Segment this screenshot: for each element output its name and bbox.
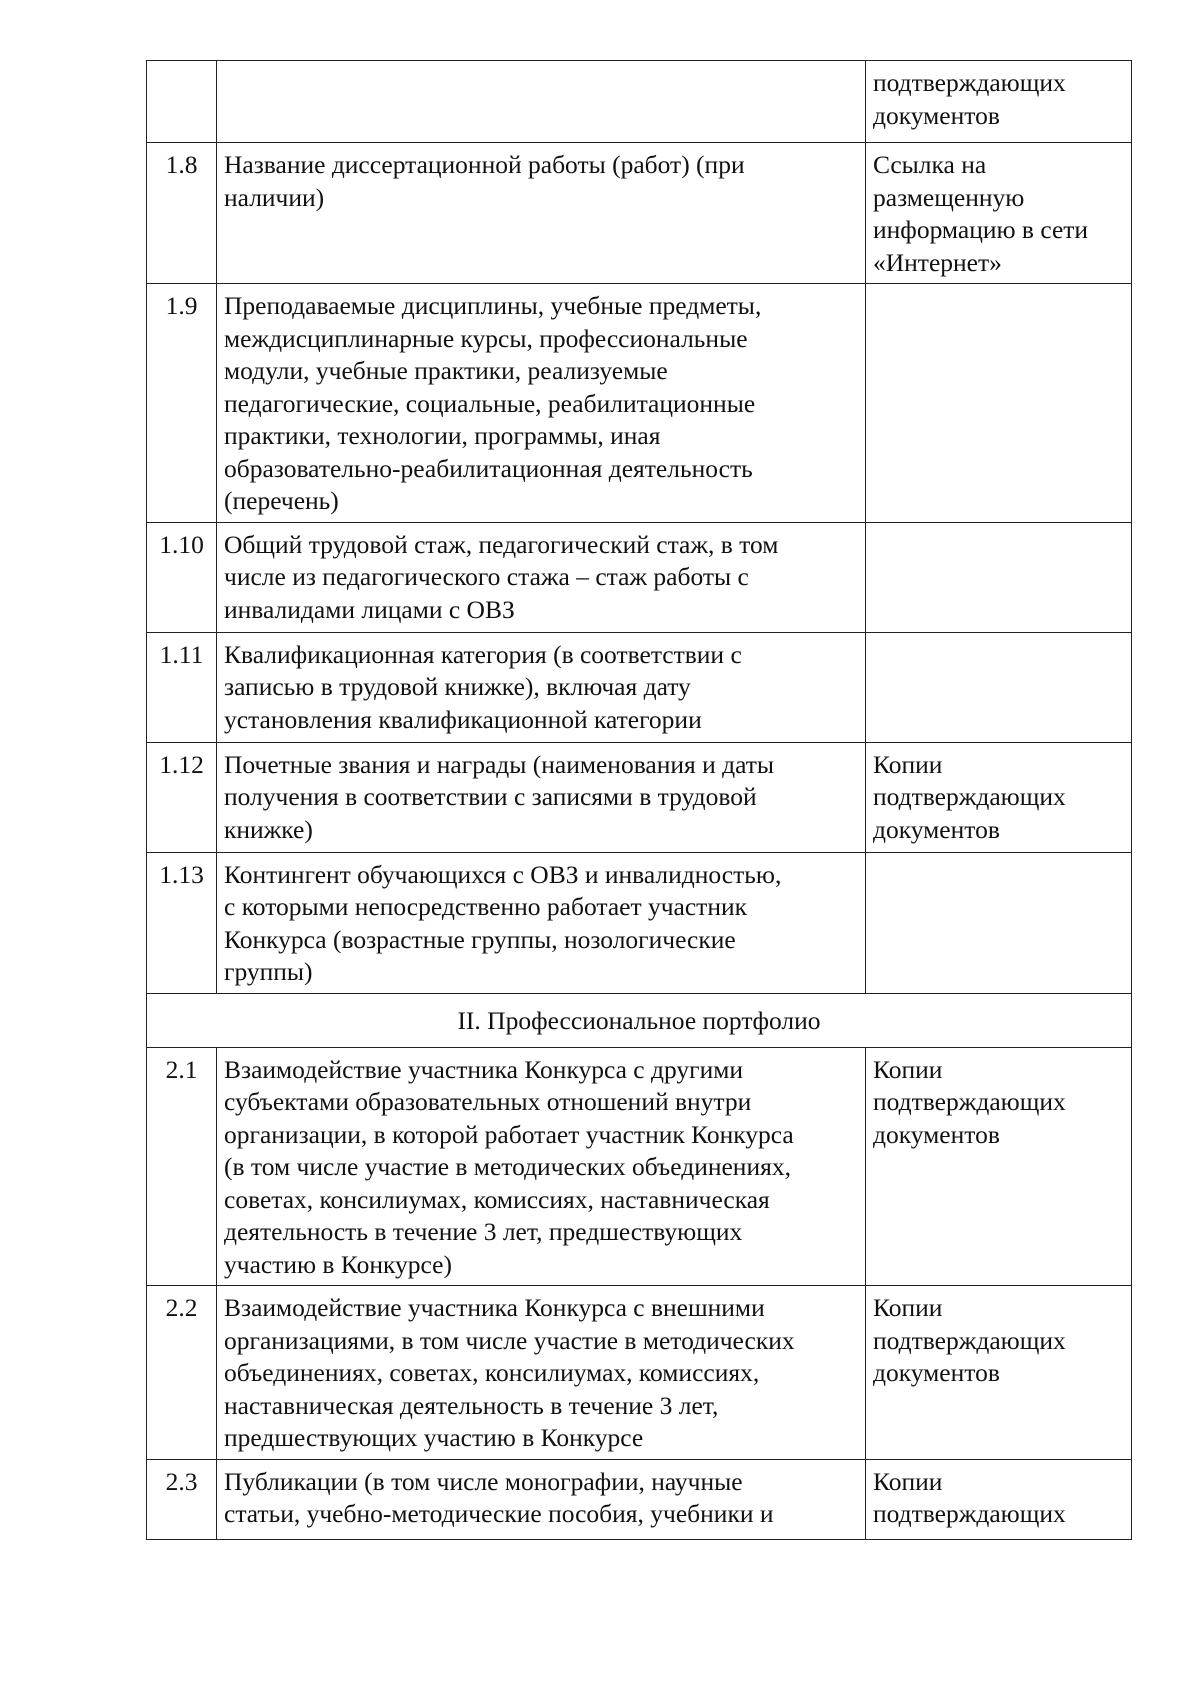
description-line: междисциплинарные курсы, профессиональные xyxy=(224,323,748,353)
description-line: числе из педагогического стажа – стаж работы с xyxy=(224,562,749,591)
documents-line: Ссылка на xyxy=(873,150,987,179)
documents-line: подтверждающих xyxy=(873,1499,1066,1528)
description-line: образовательно-реабилитационная деятельность xyxy=(224,453,753,483)
description-line: модули, учебные практики, реализуемые xyxy=(224,356,668,385)
table-row xyxy=(147,632,1132,742)
description-line: получения в соответствии с записями в трудовой xyxy=(224,782,757,811)
row-documents xyxy=(866,742,1132,852)
description-line: советах, консилиумах, комиссиях, наставническая xyxy=(224,1184,770,1214)
row-description xyxy=(217,284,866,523)
row-number: 2.1 xyxy=(147,1047,217,1286)
documents-line: размещенную xyxy=(873,182,1025,212)
table-row xyxy=(147,852,1132,993)
description-line: Взаимодействие участника Конкурса с внешними xyxy=(224,1293,765,1322)
row-documents xyxy=(866,143,1132,284)
description-line: организациями, в том числе участие в методических xyxy=(224,1325,795,1355)
description-line: педагогические, социальные, реабилитационные xyxy=(224,388,756,418)
row-description xyxy=(217,61,866,143)
description-line: инвалидами лицами с ОВЗ xyxy=(224,594,515,624)
row-description xyxy=(217,1286,866,1460)
description-line: Конкурса (возрастные группы, нозологические xyxy=(224,924,736,954)
description-line: Квалификационная категория (в соответствии с xyxy=(224,639,742,669)
description-line: статьи, учебно-методические пособия, учебники и xyxy=(224,1499,774,1528)
description-line: установления квалификационной категории xyxy=(224,704,702,734)
documents-line: «Интернет» xyxy=(873,247,1002,277)
table-row xyxy=(147,1047,1132,1286)
row-number: 1.12 xyxy=(147,742,217,852)
description-line: книжке) xyxy=(224,814,313,844)
table-row xyxy=(147,284,1132,523)
row-description xyxy=(217,742,866,852)
description-line: группы) xyxy=(224,957,313,986)
row-number: 1.9 xyxy=(147,284,217,523)
description-line: деятельность в течение 3 лет, предшествующих xyxy=(224,1217,743,1246)
description-line: Взаимодействие участника Конкурса с другими xyxy=(224,1054,744,1084)
documents-line: Копии xyxy=(873,749,943,779)
documents-line: Копии xyxy=(873,1293,943,1322)
table-row xyxy=(147,1459,1132,1539)
row-number: 1.8 xyxy=(147,143,217,284)
row-documents xyxy=(866,1459,1132,1539)
table-row xyxy=(147,522,1132,632)
row-description xyxy=(217,143,866,284)
description-line: (в том числе участие в методических объединениях, xyxy=(224,1152,791,1181)
row-documents xyxy=(866,1047,1132,1286)
documents-line: подтверждающих xyxy=(873,782,1066,811)
description-line: наставническая деятельность в течение 3 лет, xyxy=(224,1390,719,1420)
description-line: записью в трудовой книжке), включая дату xyxy=(224,672,691,701)
section-title: II. Профессиональное портфолио xyxy=(147,993,1132,1047)
row-documents xyxy=(866,61,1132,143)
description-line: организации, в которой работает участник Конкурса xyxy=(224,1119,794,1149)
documents-line: Копии xyxy=(873,1054,943,1084)
documents-line: документов xyxy=(873,814,1000,844)
row-description xyxy=(217,1459,866,1539)
table-row xyxy=(147,1286,1132,1460)
description-line: Публикации (в том числе монографии, научные xyxy=(224,1466,743,1496)
table-row xyxy=(147,742,1132,852)
row-description xyxy=(217,852,866,993)
row-description xyxy=(217,522,866,632)
documents-line: подтверждающих xyxy=(873,1087,1066,1116)
description-line: участию в Конкурсе) xyxy=(224,1249,452,1279)
documents-line: документов xyxy=(873,100,1000,130)
row-documents xyxy=(866,522,1132,632)
row-number: 2.2 xyxy=(147,1286,217,1460)
documents-line: информацию в сети xyxy=(873,215,1089,244)
row-documents xyxy=(866,852,1132,993)
row-number: 1.10 xyxy=(147,522,217,632)
table-row xyxy=(147,143,1132,284)
description-line: Общий трудовой стаж, педагогический стаж, в том xyxy=(224,529,779,559)
description-line: с которыми непосредственно работает участник xyxy=(224,892,748,921)
row-number xyxy=(147,61,217,143)
description-line: объединениях, советах, консилиумах, комиссиях, xyxy=(224,1358,760,1387)
row-description xyxy=(217,1047,866,1286)
documents-line: Копии xyxy=(873,1466,943,1496)
description-line: (перечень) xyxy=(224,486,339,515)
section-row xyxy=(147,993,1132,1047)
description-line: субъектами образовательных отношений внутри xyxy=(224,1087,752,1116)
description-line: Почетные звания и награды (наименования и даты xyxy=(224,749,775,779)
description-line: практики, технологии, программы, иная xyxy=(224,421,661,450)
portfolio-table xyxy=(146,60,1132,1540)
table-row xyxy=(147,61,1132,143)
documents-line: документов xyxy=(873,1119,1000,1149)
documents-line: подтверждающих xyxy=(873,1325,1066,1355)
row-documents xyxy=(866,1286,1132,1460)
row-number: 1.11 xyxy=(147,632,217,742)
row-number: 1.13 xyxy=(147,852,217,993)
row-description xyxy=(217,632,866,742)
documents-line: подтверждающих xyxy=(873,68,1066,97)
row-number: 2.3 xyxy=(147,1459,217,1539)
description-line: наличии) xyxy=(224,182,325,212)
description-line: Преподаваемые дисциплины, учебные предметы, xyxy=(224,291,762,320)
documents-line: документов xyxy=(873,1358,1000,1387)
description-line: Контингент обучающихся с ОВЗ и инвалидностью, xyxy=(224,859,782,889)
row-documents xyxy=(866,284,1132,523)
description-line: предшествующих участию в Конкурсе xyxy=(224,1423,644,1452)
row-documents xyxy=(866,632,1132,742)
description-line: Название диссертационной работы (работ) (при xyxy=(224,150,745,179)
